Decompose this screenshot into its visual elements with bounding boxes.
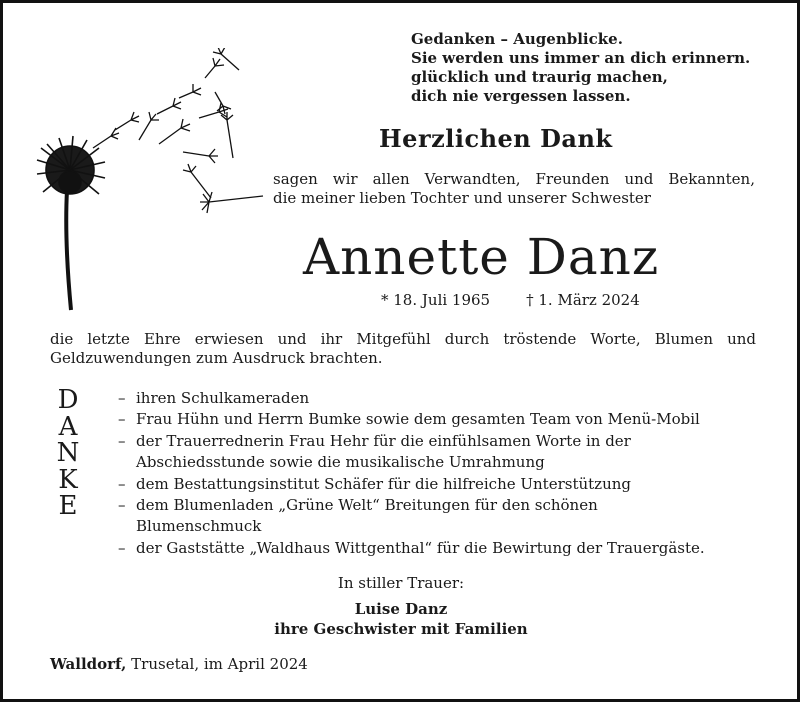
list-item-line: der Gaststätte „Waldhaus Wittgenthal“ für die Bewirtung der Trauergäste. <box>136 538 705 557</box>
list-dash: – <box>118 474 126 493</box>
signature-family: ihre Geschwister mit Familien <box>274 620 528 638</box>
dandelion-stem <box>66 190 71 310</box>
list-item-line: dem Bestattungsinstitut Schäfer für die hilfreiche Unterstützung <box>136 474 631 493</box>
poem-line: dich nie vergessen lassen. <box>411 87 631 105</box>
thanks-text <box>273 170 755 208</box>
dandelion-seedhead <box>37 136 105 194</box>
closing-block <box>251 573 551 639</box>
list-item <box>118 538 763 559</box>
poem <box>411 30 750 106</box>
list-item-line: dem Blumenladen „Grüne Welt“ Breitungen für den schönen <box>136 496 598 515</box>
intro-line: Geldzuwendungen zum Ausdruck brachten. <box>50 349 383 367</box>
signature-name: Luise Danz <box>354 600 448 618</box>
list-item <box>118 474 763 495</box>
thanks-line: sagen wir allen Verwandten, Freunden und Bekannten, <box>273 170 755 188</box>
list-item <box>118 495 763 538</box>
list-item-line: der Trauerrednerin Frau Hehr für die einfühlsamen Worte in der <box>136 431 631 450</box>
list-item <box>118 388 763 409</box>
list-dash: – <box>118 538 126 557</box>
list-item <box>118 431 763 474</box>
list-dash: – <box>118 410 126 429</box>
place-date <box>50 654 308 674</box>
vertical-letter: E <box>58 491 78 521</box>
death-date: † 1. März 2024 <box>526 291 640 309</box>
intro-text <box>50 330 756 368</box>
list-item-line: Blumenschmuck <box>136 517 262 536</box>
list-dash: – <box>118 431 126 450</box>
list-item <box>118 409 763 430</box>
vertical-letter: A <box>58 411 78 442</box>
closing-label: In stiller Trauer: <box>337 574 465 592</box>
birth-date: * 18. Juli 1965 <box>381 291 491 309</box>
vertical-letter: N <box>56 438 80 468</box>
list-dash: – <box>118 389 126 407</box>
life-dates <box>381 291 640 309</box>
place-town: Walldorf, <box>50 655 127 673</box>
poem-line: Sie werden uns immer an dich erinnern. <box>411 49 751 67</box>
vertical-letter: D <box>57 385 79 415</box>
list-item-line: Frau Hühn und Herrn Bumke sowie dem gesamten Team von Menü-Mobil <box>136 410 700 429</box>
heading: Herzlichen Dank <box>379 124 613 153</box>
thanks-list <box>118 388 763 559</box>
poem-line: glücklich und traurig machen, <box>411 68 668 86</box>
poem-line: Gedanken – Augenblicke. <box>411 30 623 48</box>
list-dash: – <box>118 496 126 515</box>
intro-line: die letzte Ehre erwiesen und ihr Mitgefühl durch tröstende Worte, Blumen und <box>50 330 756 348</box>
list-item-line: ihren Schulkameraden <box>136 389 310 407</box>
flying-seeds <box>93 48 263 213</box>
dandelion-illustration <box>33 48 273 318</box>
vertical-letter: K <box>58 464 78 495</box>
place-rest: Trusetal, im April 2024 <box>126 655 308 673</box>
vertical-danke <box>53 387 83 520</box>
list-item-line: Abschiedsstunde sowie die musikalische Umrahmung <box>136 453 545 472</box>
deceased-name: Annette Danz <box>303 228 660 286</box>
thanks-line: die meiner lieben Tochter und unserer Schwester <box>273 189 651 207</box>
